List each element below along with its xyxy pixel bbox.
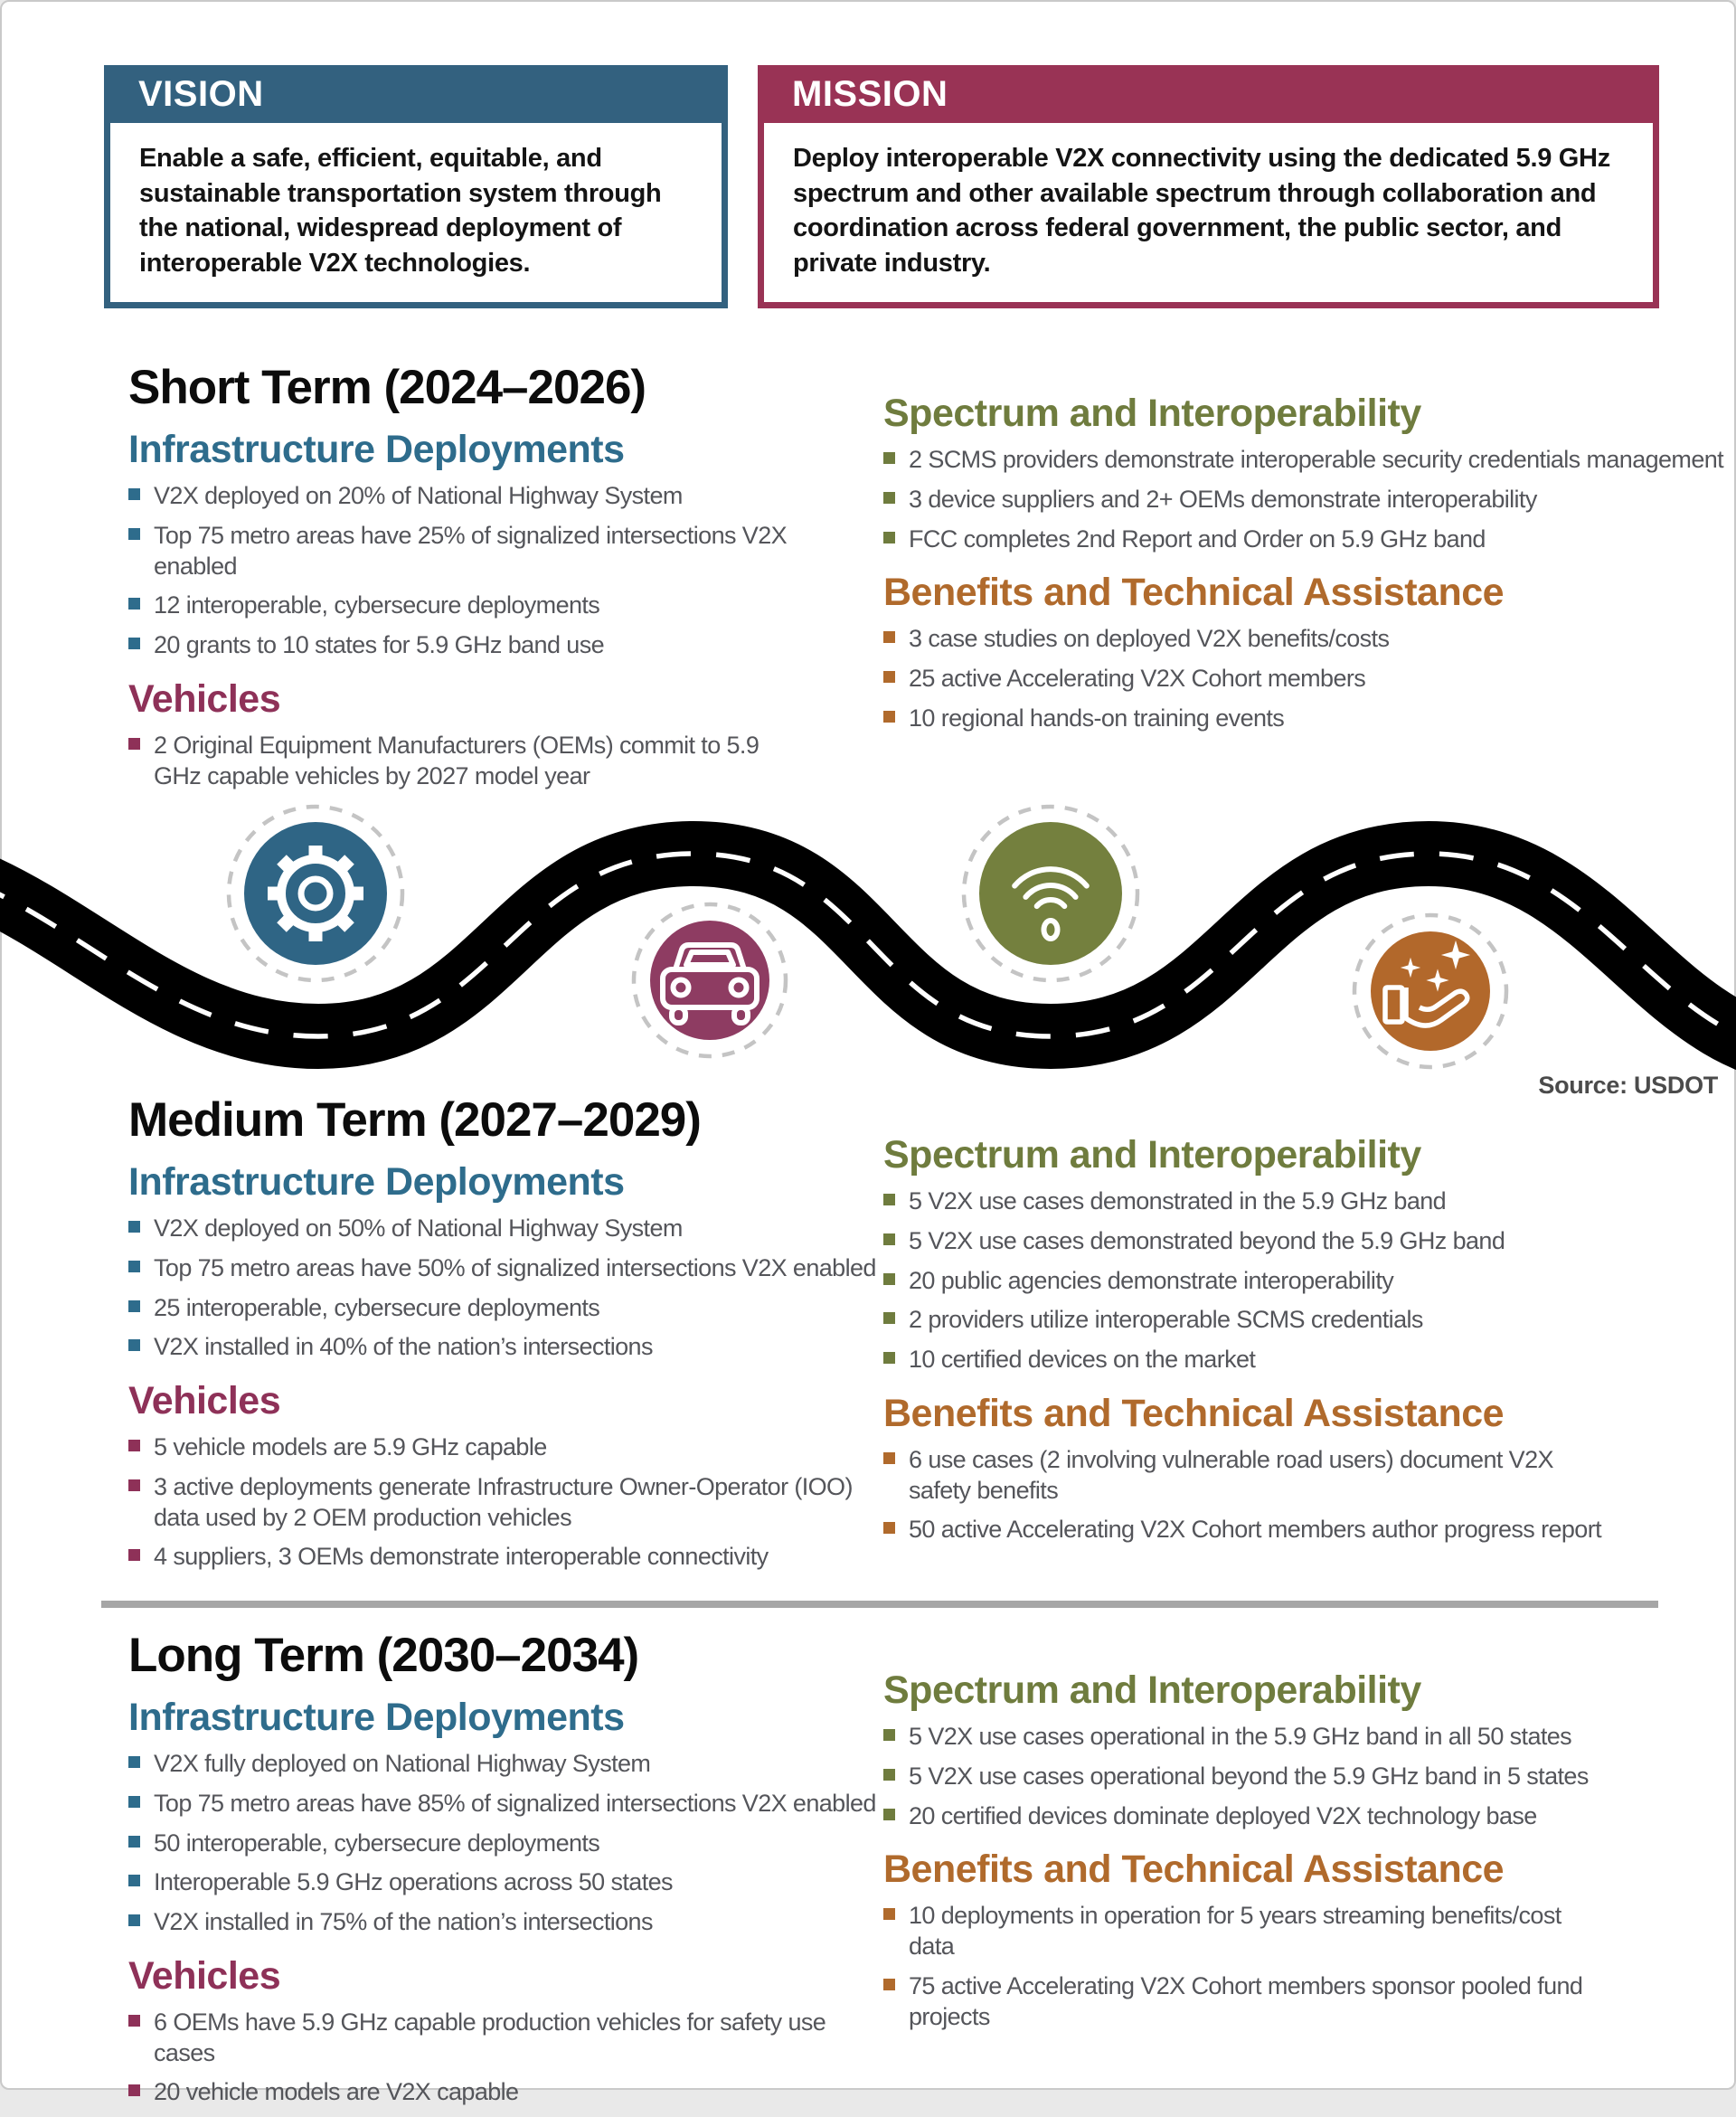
bullet-square-icon (883, 1273, 895, 1285)
bullet-text: 6 OEMs have 5.9 GHz capable production vehicles for safety use cases (154, 2008, 826, 2066)
list-item (883, 1345, 1607, 1375)
bullet-text: 75 active Accelerating V2X Cohort members sponsor pooled fund projects (909, 1971, 1583, 2030)
vision-header (104, 65, 728, 123)
list-item (883, 1305, 1607, 1336)
bullet-text: 25 active Accelerating V2X Cohort members (909, 665, 1366, 692)
bullet-text: V2X fully deployed on National Highway System (154, 1750, 651, 1777)
list-item (128, 731, 797, 792)
bullet-text: 5 V2X use cases operational in the 5.9 GHz band in all 50 states (909, 1723, 1572, 1750)
section-columns (128, 392, 1724, 791)
bullet-list (128, 481, 797, 661)
list-item (883, 485, 1729, 515)
bullet-list (883, 445, 1729, 554)
bullet-square-icon (883, 631, 895, 643)
group-heading: Benefits and Technical Assistance (883, 1391, 1505, 1435)
list-item (128, 1907, 883, 1938)
bullet-text: 3 case studies on deployed V2X benefits/costs (909, 625, 1390, 653)
column-right (883, 392, 1729, 743)
list-item (883, 1722, 1598, 1753)
bullet-square-icon (883, 1809, 895, 1820)
list-item (128, 1214, 883, 1244)
bullet-text: 5 V2X use cases demonstrated beyond the 5.9 GHz band (909, 1226, 1505, 1254)
group-benefits (883, 1848, 1598, 2032)
bullet-text: 20 certified devices dominate deployed V2X technology base (909, 1801, 1537, 1829)
bullet-text: V2X deployed on 50% of National Highway System (154, 1214, 683, 1242)
bullet-text: 5 V2X use cases demonstrated in the 5.9 GHz band (909, 1187, 1447, 1214)
bullet-square-icon (128, 738, 140, 750)
wifi-icon (964, 807, 1137, 980)
bullet-text: 6 use cases (2 involving vulnerable road users) document V2X safety benefits (909, 1445, 1553, 1504)
bullet-text: 50 interoperable, cybersecure deployments (154, 1829, 600, 1857)
group-vehicles (128, 677, 797, 792)
bullet-text: V2X installed in 75% of the nation’s intersections (154, 1908, 653, 1935)
bullet-square-icon (883, 711, 895, 723)
bullet-text: Interoperable 5.9 GHz operations across 50 states (154, 1868, 673, 1896)
vision-box (104, 65, 728, 308)
list-item (128, 1293, 883, 1324)
list-item (128, 1472, 883, 1534)
group-heading: Spectrum and Interoperability (883, 1133, 1421, 1177)
bullet-square-icon (883, 492, 895, 504)
bullet-square-icon (128, 1756, 140, 1768)
vision-body: Enable a safe, efficient, equitable, and sustainable transportation system through the national, widespread deployment of interoperable V2X technologies. (104, 123, 728, 308)
bullet-square-icon (883, 1729, 895, 1741)
group-heading: Infrastructure Deployments (128, 428, 625, 471)
bullet-text: 10 regional hands-on training events (909, 704, 1285, 732)
section-title: Medium Term (2027–2029) (128, 1093, 701, 1147)
bullet-square-icon (883, 1979, 895, 1990)
section-columns (128, 1133, 1656, 1573)
group-heading: Infrastructure Deployments (128, 1696, 625, 1739)
bullet-square-icon (883, 1194, 895, 1205)
list-item (883, 1901, 1598, 1962)
bullet-square-icon (128, 2084, 140, 2096)
list-item (128, 1432, 883, 1463)
bullet-square-icon (128, 1549, 140, 1561)
bullet-text: 10 deployments in operation for 5 years streaming benefits/cost data (909, 1902, 1561, 1960)
bullet-square-icon (128, 1339, 140, 1351)
list-item (883, 664, 1729, 695)
bullet-text: 2 SCMS providers demonstrate interoperable security credentials management (909, 446, 1724, 473)
bullet-square-icon (883, 1522, 895, 1534)
bullet-square-icon (128, 1875, 140, 1886)
column-left (128, 1160, 883, 1573)
bullet-list (883, 1445, 1607, 1545)
road-graphic (2, 803, 1734, 1103)
bullet-list (128, 2008, 883, 2108)
bullet-square-icon (883, 452, 895, 464)
mission-title: MISSION (792, 73, 948, 114)
bullet-square-icon (128, 488, 140, 500)
car-icon (634, 904, 786, 1056)
list-item (128, 2077, 883, 2108)
bullet-text: 20 public agencies demonstrate interoperability (909, 1266, 1394, 1294)
bullet-square-icon (883, 1908, 895, 1920)
bullet-text: V2X deployed on 20% of National Highway System (154, 482, 683, 509)
bullet-text: V2X installed in 40% of the nation’s intersections (154, 1333, 653, 1361)
bullet-text: 50 active Accelerating V2X Cohort members author progress report (909, 1516, 1601, 1544)
vision-title: VISION (138, 73, 264, 114)
list-item (883, 1445, 1607, 1507)
list-item (883, 704, 1729, 734)
section-long-term (128, 1628, 1656, 2117)
column-left (128, 1696, 883, 2108)
group-heading: Benefits and Technical Assistance (883, 1848, 1505, 1892)
group-heading: Benefits and Technical Assistance (883, 571, 1505, 615)
list-item (128, 591, 797, 621)
bullet-square-icon (883, 671, 895, 683)
list-item (128, 1332, 883, 1363)
bullet-text: 3 active deployments generate Infrastructure Owner-Operator (IOO) data used by 2 OEM production vehicles (154, 1472, 853, 1531)
group-heading: Vehicles (128, 1953, 281, 1998)
bullet-square-icon (128, 638, 140, 649)
bullet-list (883, 1722, 1598, 1831)
list-item (128, 1542, 883, 1573)
bullet-text: 5 vehicle models are 5.9 GHz capable (154, 1433, 547, 1460)
list-item (128, 630, 797, 661)
bullet-square-icon (883, 1312, 895, 1324)
section-divider (101, 1601, 1658, 1608)
list-item (128, 1829, 883, 1859)
bullet-square-icon (128, 1221, 140, 1233)
group-spectrum (883, 1133, 1607, 1375)
bullet-square-icon (883, 1233, 895, 1245)
list-item (883, 624, 1729, 655)
bullet-square-icon (883, 1452, 895, 1464)
bullet-text: Top 75 metro areas have 50% of signalized intersections V2X enabled (154, 1253, 876, 1281)
column-left (128, 428, 797, 791)
bullet-list (128, 1749, 883, 1938)
bullet-text: 10 certified devices on the market (909, 1346, 1256, 1373)
bullet-square-icon (128, 1479, 140, 1491)
bullet-list (128, 1432, 883, 1573)
bullet-text: 2 providers utilize interoperable SCMS credentials (909, 1306, 1423, 1334)
section-title: Short Term (2024–2026) (128, 361, 646, 414)
group-benefits (883, 571, 1729, 733)
list-item (883, 1971, 1598, 2033)
bullet-text: 3 device suppliers and 2+ OEMs demonstrate interoperability (909, 485, 1537, 513)
bullet-square-icon (128, 1796, 140, 1808)
group-spectrum (883, 1668, 1598, 1831)
bullet-list (883, 624, 1729, 733)
list-item (883, 1226, 1607, 1257)
hand-sparkles-icon (1354, 915, 1506, 1067)
list-item (883, 1186, 1607, 1217)
section-medium-term (128, 1092, 1656, 1582)
bullet-text: FCC completes 2nd Report and Order on 5.9 GHz band (909, 525, 1486, 553)
bullet-text: 2 Original Equipment Manufacturers (OEMs) commit to 5.9 GHz capable vehicles by 2027 model year (154, 731, 760, 789)
bullet-square-icon (128, 2015, 140, 2027)
group-infrastructure (128, 1160, 883, 1363)
list-item (128, 1253, 883, 1284)
bullet-square-icon (883, 1352, 895, 1364)
list-item (883, 445, 1729, 476)
bullet-square-icon (128, 598, 140, 610)
bullet-square-icon (128, 1300, 140, 1312)
gear-icon (229, 807, 402, 980)
bullet-text: 20 vehicle models are V2X capable (154, 2078, 519, 2106)
list-item (128, 2008, 883, 2069)
column-right (883, 1133, 1607, 1555)
list-item (883, 525, 1729, 555)
group-benefits (883, 1392, 1607, 1545)
bullet-text: Top 75 metro areas have 25% of signalized intersections V2X enabled (154, 521, 788, 580)
source-note: Source: USDOT (1538, 1072, 1718, 1099)
bullet-square-icon (128, 528, 140, 540)
bullet-text: 5 V2X use cases operational beyond the 5.9 GHz band in 5 states (909, 1762, 1589, 1790)
bullet-text: 4 suppliers, 3 OEMs demonstrate interoperable connectivity (154, 1543, 769, 1571)
section-title: Long Term (2030–2034) (128, 1629, 639, 1682)
bullet-text: Top 75 metro areas have 85% of signalized intersections V2X enabled (154, 1789, 876, 1817)
group-heading: Spectrum and Interoperability (883, 392, 1421, 435)
list-item (883, 1515, 1607, 1545)
bullet-list (128, 1214, 883, 1363)
bullet-square-icon (128, 1914, 140, 1926)
group-heading: Vehicles (128, 676, 281, 721)
bullet-square-icon (128, 1440, 140, 1451)
bullet-text: 25 interoperable, cybersecure deployments (154, 1293, 600, 1321)
group-vehicles (128, 1954, 883, 2108)
group-heading: Spectrum and Interoperability (883, 1668, 1421, 1712)
list-item (128, 1749, 883, 1780)
bullet-square-icon (883, 1769, 895, 1781)
list-item (883, 1762, 1598, 1792)
bullet-list (883, 1901, 1598, 2032)
list-item (883, 1801, 1598, 1832)
mission-header (758, 65, 1659, 123)
group-spectrum (883, 392, 1729, 554)
bullet-text: 12 interoperable, cybersecure deployments (154, 591, 600, 619)
bullet-text: 20 grants to 10 states for 5.9 GHz band use (154, 631, 605, 658)
group-infrastructure (128, 1696, 883, 1938)
column-right (883, 1668, 1598, 2041)
bullet-list (883, 1186, 1607, 1375)
list-item (128, 521, 797, 582)
list-item (883, 1266, 1607, 1297)
bullet-square-icon (128, 1261, 140, 1272)
bullet-square-icon (883, 532, 895, 543)
group-heading: Infrastructure Deployments (128, 1160, 625, 1204)
list-item (128, 481, 797, 512)
list-item (128, 1867, 883, 1898)
list-item (128, 1789, 883, 1819)
group-heading: Vehicles (128, 1379, 281, 1422)
section-columns (128, 1668, 1656, 2108)
road-svg (2, 803, 1734, 1103)
bullet-list (128, 731, 797, 792)
group-vehicles (128, 1379, 883, 1573)
bullet-square-icon (128, 1836, 140, 1848)
section-short-term (128, 360, 1724, 800)
mission-box (758, 65, 1659, 308)
group-infrastructure (128, 428, 797, 661)
mission-body: Deploy interoperable V2X connectivity using the dedicated 5.9 GHz spectrum and other available spectrum through collaboration and coordination across federal government, the public sector, and private industry. (758, 123, 1659, 308)
